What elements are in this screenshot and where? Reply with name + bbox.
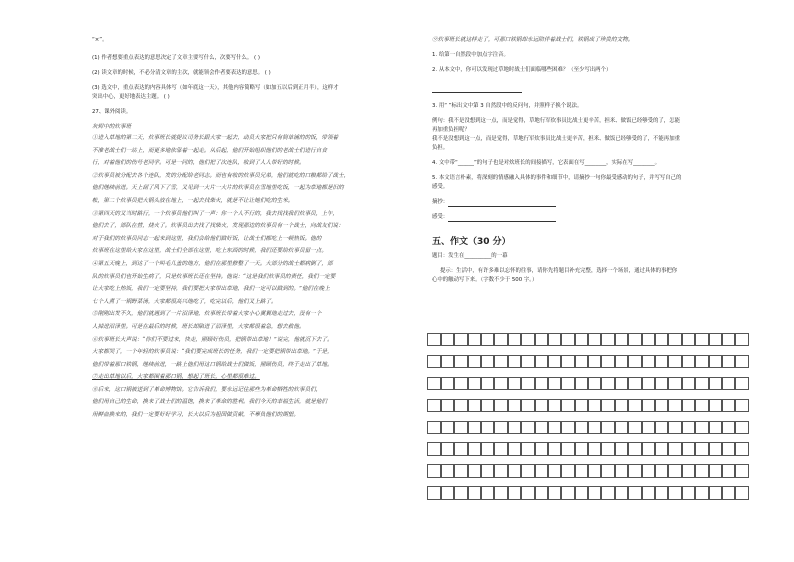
grid-cell[interactable] — [427, 442, 440, 455]
grid-cell[interactable] — [454, 421, 467, 434]
grid-cell[interactable] — [655, 333, 668, 346]
grid-cell[interactable] — [735, 464, 748, 477]
story-line: 不准老战士们一站上，而更多地依靠着一起走。从后起，他们开始组织他们的老战士们进行自食 — [92, 147, 327, 154]
q3-example-3: 我不是没想到这一点，而是觉得，草地行军炊事员比战士更辛苦，担米、做饭已经够受的了，不能再加重 — [432, 136, 680, 142]
grid-cell[interactable] — [695, 333, 708, 346]
grid-cell[interactable] — [481, 333, 494, 346]
grid-cell[interactable] — [601, 421, 614, 434]
grid-cell[interactable] — [454, 399, 467, 412]
story-line: 队的炊事员们也开始生病了，只是炊事班长还在坚持。他说：“这是我们炊事员的责任，我们一定要 — [92, 273, 336, 280]
grid-cell[interactable] — [548, 399, 561, 412]
grid-cell[interactable] — [494, 442, 507, 455]
grid-cell[interactable] — [668, 399, 681, 412]
grid-cell[interactable] — [481, 355, 494, 368]
grid-cell[interactable] — [628, 333, 641, 346]
grid-cell[interactable] — [521, 442, 534, 455]
grid-cell[interactable] — [642, 333, 655, 346]
grid-cell[interactable] — [709, 399, 722, 412]
grid-cell[interactable] — [427, 355, 440, 368]
grid-cell[interactable] — [601, 333, 614, 346]
judgment-item-1: (1) 作者想要重点表达的意思决定了文章主要写什么，次要写什么。 ( ) — [92, 55, 260, 61]
excerpt-label: 摘抄： — [432, 199, 449, 205]
grid-cell[interactable] — [615, 355, 628, 368]
grid-cell[interactable] — [561, 399, 574, 412]
grid-cell[interactable] — [655, 421, 668, 434]
grid-cell[interactable] — [535, 377, 548, 390]
story-line: ①进入草地的第二天，炊事班长就提议司务长跟大家一起去，动员大家把只有简单铺的的饭，带领着 — [92, 135, 339, 141]
grid-cell[interactable] — [575, 355, 588, 368]
grid-cell[interactable] — [548, 464, 561, 477]
left-column — [92, 36, 422, 422]
q3-example-2: 再加重负担呢？ — [432, 127, 470, 133]
story-line: 他们继续前进。天上刮了风下了雪，又见到一大片一大片的炊事员在雪地里吃饭，一起为草地都是旧的 — [92, 185, 344, 192]
question-3: 3. 用“ ”标出文中第 3 自然段中的反问句，并照样子换个说法。 — [432, 103, 583, 109]
grid-cell[interactable] — [695, 464, 708, 477]
grid-cell[interactable] — [561, 486, 574, 499]
story-line: ⑦走出草地以后，大家都围着那口锅，想起了班长，心里都很难过。 — [92, 374, 260, 381]
grid-cell[interactable] — [682, 333, 695, 346]
grid-cell[interactable] — [735, 377, 748, 390]
grid-cell[interactable] — [722, 464, 735, 477]
grid-cell[interactable] — [601, 355, 614, 368]
grid-cell[interactable] — [508, 355, 521, 368]
grid-cell[interactable] — [427, 377, 440, 390]
grid-cell[interactable] — [494, 333, 507, 346]
grid-cell[interactable] — [615, 486, 628, 499]
grid-cell[interactable] — [601, 464, 614, 477]
feeling-label: 感受： — [432, 214, 449, 220]
story-line: ④第五天晚上，到达了一个叫毛儿盖的地方，他们在那里修整了一天。大部分的战士都病倒了，部 — [92, 260, 333, 267]
grid-cell[interactable] — [642, 486, 655, 499]
grid-cell[interactable] — [642, 355, 655, 368]
grid-cell[interactable] — [561, 377, 574, 390]
grid-cell[interactable] — [481, 442, 494, 455]
question-2: 2. 从本文中，你可以发现过草地时战士们面临哪些困难？（至少写出两个） — [432, 67, 612, 73]
grid-cell[interactable] — [454, 333, 467, 346]
excerpt-line[interactable] — [432, 198, 744, 207]
grid-cell[interactable] — [682, 377, 695, 390]
grid-cell[interactable] — [615, 421, 628, 434]
grid-cell[interactable] — [561, 421, 574, 434]
grid-cell[interactable] — [628, 421, 641, 434]
grid-cell[interactable] — [642, 464, 655, 477]
grid-cell[interactable] — [575, 399, 588, 412]
grid-cell[interactable] — [655, 377, 668, 390]
grid-cell[interactable] — [735, 442, 748, 455]
grid-cell[interactable] — [588, 421, 601, 434]
grid-cell[interactable] — [722, 442, 735, 455]
grid-cell[interactable] — [508, 464, 521, 477]
grid-cell[interactable] — [655, 464, 668, 477]
story-line: ⑤刚刚出发不久，他们就遇到了一片沼泽地，炊事班长带着大家小心翼翼地走过去，没有一个 — [92, 311, 322, 318]
grid-cell[interactable] — [668, 486, 681, 499]
grid-cell[interactable] — [561, 464, 574, 477]
q3-example-4: 负担。 — [432, 145, 449, 151]
judgment-item-2: (2) 读文章的时候，不必分清文章的主次，就能领会作者要表达的意思。 ( ) — [92, 70, 271, 76]
grid-cell[interactable] — [575, 377, 588, 390]
grid-cell[interactable] — [427, 486, 440, 499]
grid-cell[interactable] — [601, 399, 614, 412]
grid-cell[interactable] — [468, 377, 481, 390]
grid-cell[interactable] — [682, 464, 695, 477]
grid-cell[interactable] — [722, 377, 735, 390]
grid-cell[interactable] — [722, 421, 735, 434]
q3-example-1: 例句：我不是没想到这一点，而是觉得，草地行军炊事员比战士更辛苦，担米、做饭已经够受的了，怎能 — [432, 118, 680, 124]
grid-cell[interactable] — [642, 442, 655, 455]
story-line: 人掉进沼泽里。可是在最后的时候，班长却陷进了沼泽里，大家都很着急，想去救他。 — [92, 323, 305, 330]
judgment-item-3-cont: 突出中心，更好地表达主题。 ( ) — [92, 94, 170, 100]
grid-cell[interactable] — [709, 355, 722, 368]
story-line: 用鲜血换来的，我们一定要好好学习，长大以后为祖国做贡献，不辜负他们的期望。 — [92, 412, 299, 419]
grid-cell[interactable] — [521, 421, 534, 434]
story-line: ③第四天的又当时路行，一个炊事员他们叫了一声：你一个人不行的，我去找找我们炊事员，上午， — [92, 210, 339, 217]
grid-cell[interactable] — [735, 399, 748, 412]
right-column — [432, 36, 744, 285]
story-line: 七个人煮了一锅野菜汤，大家都很高兴地吃了，吃完以后，他们又上路了。 — [92, 298, 277, 305]
grid-cell[interactable] — [655, 399, 668, 412]
grid-cell[interactable] — [454, 442, 467, 455]
grid-cell[interactable] — [508, 377, 521, 390]
grid-cell[interactable] — [508, 399, 521, 412]
grid-cell[interactable] — [682, 486, 695, 499]
grid-cell[interactable] — [535, 486, 548, 499]
grid-cell[interactable] — [481, 464, 494, 477]
grid-cell[interactable] — [628, 442, 641, 455]
grid-cell[interactable] — [481, 377, 494, 390]
story-line: 他们带着那口铁锅，继续前进，一路上他们用这口锅给战士们做饭，照顾伤员，终于走出了草地。 — [92, 361, 333, 368]
story-line: ⑥炊事班长大声说：“你们不要过来，快走，照顾好伤员，把锅带出草地！”说完，他就沉下去了。 — [92, 336, 333, 343]
grid-cell[interactable] — [561, 355, 574, 368]
grid-cell[interactable] — [508, 486, 521, 499]
story-line: 行，对着他们的伤号老同学。可是一同的，他们把了次连队，收到了人人带好的时候。 — [92, 160, 305, 167]
grid-cell[interactable] — [508, 442, 521, 455]
grid-cell[interactable] — [494, 421, 507, 434]
grid-cell[interactable] — [588, 377, 601, 390]
grid-cell[interactable] — [494, 355, 507, 368]
grid-cell[interactable] — [709, 486, 722, 499]
story-line: 大家都哭了，一个年轻的炊事员说：“我们要完成班长的任务，我们一定要把锅带出草地。”于是， — [92, 349, 333, 356]
grid-cell[interactable] — [427, 464, 440, 477]
grid-cell[interactable] — [548, 355, 561, 368]
grid-cell[interactable] — [548, 421, 561, 434]
grid-cell[interactable] — [454, 486, 467, 499]
grid-cell[interactable] — [494, 377, 507, 390]
story-line: 他们用自己的生命，换来了战士们的温饱，换来了革命的胜利。我们今天的幸福生活，就是他们 — [92, 399, 327, 406]
grid-cell[interactable] — [508, 421, 521, 434]
grid-cell[interactable] — [561, 333, 574, 346]
grid-cell[interactable] — [735, 333, 748, 346]
grid-cell[interactable] — [668, 421, 681, 434]
grid-cell[interactable] — [454, 355, 467, 368]
grid-cell[interactable] — [588, 355, 601, 368]
grid-cell[interactable] — [615, 333, 628, 346]
grid-cell[interactable] — [535, 333, 548, 346]
grid-cell[interactable] — [615, 442, 628, 455]
grid-cell[interactable] — [548, 377, 561, 390]
grid-cell[interactable] — [682, 421, 695, 434]
grid-cell[interactable] — [521, 333, 534, 346]
grid-cell[interactable] — [521, 486, 534, 499]
grid-cell[interactable] — [668, 442, 681, 455]
grid-cell[interactable] — [709, 377, 722, 390]
grid-cell[interactable] — [628, 355, 641, 368]
grid-cell[interactable] — [441, 355, 454, 368]
grid-cell[interactable] — [561, 442, 574, 455]
story-line: 炊事班在这里给大家在这里，战士们全部在这里，吃上东西的时候，我们还要给炊事员留一点。 — [92, 248, 327, 255]
grid-cell[interactable] — [548, 442, 561, 455]
grid-cell[interactable] — [722, 333, 735, 346]
grid-cell[interactable] — [601, 442, 614, 455]
grid-cell[interactable] — [441, 399, 454, 412]
grid-cell[interactable] — [454, 464, 467, 477]
grid-cell[interactable] — [601, 486, 614, 499]
grid-cell[interactable] — [494, 486, 507, 499]
grid-cell[interactable] — [575, 333, 588, 346]
grid-cell[interactable] — [494, 464, 507, 477]
grid-cell[interactable] — [427, 333, 440, 346]
grid-cell[interactable] — [709, 421, 722, 434]
grid-cell[interactable] — [481, 399, 494, 412]
grid-cell[interactable] — [468, 421, 481, 434]
grid-cell[interactable] — [588, 399, 601, 412]
grid-cell[interactable] — [655, 355, 668, 368]
story-body — [92, 132, 422, 422]
grid-cell[interactable] — [548, 333, 561, 346]
grid-cell[interactable] — [628, 464, 641, 477]
grid-cell[interactable] — [535, 421, 548, 434]
grid-cell[interactable] — [521, 355, 534, 368]
grid-cell[interactable] — [468, 355, 481, 368]
answer-marker: “×”。 — [92, 37, 108, 43]
grid-cell[interactable] — [709, 442, 722, 455]
grid-cell[interactable] — [722, 399, 735, 412]
grid-cell[interactable] — [454, 377, 467, 390]
story-ending: ⑨炊事班长就这样走了，可那口铁锅却永远陪伴着战士们，铁锅成了珍贵的文物。 — [432, 37, 634, 43]
grid-cell[interactable] — [575, 464, 588, 477]
grid-cell[interactable] — [468, 399, 481, 412]
grid-cell[interactable] — [682, 399, 695, 412]
grid-cell[interactable] — [468, 486, 481, 499]
grid-cell[interactable] — [682, 442, 695, 455]
grid-cell[interactable] — [508, 333, 521, 346]
grid-cell[interactable] — [521, 399, 534, 412]
grid-cell[interactable] — [642, 377, 655, 390]
grid-cell[interactable] — [521, 377, 534, 390]
grid-cell[interactable] — [481, 486, 494, 499]
grid-cell[interactable] — [642, 421, 655, 434]
grid-cell[interactable] — [575, 486, 588, 499]
story-line: 帐，第二个炊事员把大锅头放在地上，一起去找柴火，就是不让让她们吃的生米。 — [92, 197, 294, 204]
grid-cell[interactable] — [601, 377, 614, 390]
section-title: 五、作文（30 分） — [432, 237, 511, 247]
grid-cell[interactable] — [655, 442, 668, 455]
grid-cell[interactable] — [668, 333, 681, 346]
grid-cell[interactable] — [441, 486, 454, 499]
grid-cell[interactable] — [588, 486, 601, 499]
grid-cell[interactable] — [655, 486, 668, 499]
grid-cell[interactable] — [535, 464, 548, 477]
grid-cell[interactable] — [722, 355, 735, 368]
grid-cell[interactable] — [709, 464, 722, 477]
grid-cell[interactable] — [628, 486, 641, 499]
grid-cell[interactable] — [468, 442, 481, 455]
story-line: ⑧后来，这口锅被送到了革命博物馆。它告诉我们，要永远记住那些为革命牺牲的炊事员们， — [92, 386, 322, 393]
grid-cell[interactable] — [628, 399, 641, 412]
grid-cell[interactable] — [441, 464, 454, 477]
grid-cell[interactable] — [615, 377, 628, 390]
essay-prompt-1: 提示：生活中，有许多难以忘怀的往事，请你先将题目补充完整，选择一个场景，通过具体的事把你 — [440, 268, 678, 274]
question-5-cont: 感受。 — [432, 184, 449, 190]
grid-cell[interactable] — [695, 486, 708, 499]
grid-cell[interactable] — [695, 399, 708, 412]
story-line: 他们去了，部队在营，烧火了。炊事员出去找了找柴火，发现那边的炊事员有一个战士，向战友们说： — [92, 223, 344, 230]
grid-cell[interactable] — [427, 421, 440, 434]
story-line: 让大家吃上热饭，我们一定要坚持，我们要把大家带出草地，我们一定可以做到的。”他们在晚上 — [92, 286, 330, 293]
grid-cell[interactable] — [427, 399, 440, 412]
grid-cell[interactable] — [695, 355, 708, 368]
grid-cell[interactable] — [735, 355, 748, 368]
feeling-line[interactable] — [432, 213, 744, 222]
grid-cell[interactable] — [668, 377, 681, 390]
grid-cell[interactable] — [481, 421, 494, 434]
grid-cell[interactable] — [615, 399, 628, 412]
grid-cell[interactable] — [441, 377, 454, 390]
grid-cell[interactable] — [735, 486, 748, 499]
grid-cell[interactable] — [668, 464, 681, 477]
grid-cell[interactable] — [468, 464, 481, 477]
grid-cell[interactable] — [695, 442, 708, 455]
grid-cell[interactable] — [682, 355, 695, 368]
grid-cell[interactable] — [668, 355, 681, 368]
story-line: ②炊事员被分配去各个连队，发的分配给老同志。而也有收的炊事员兄弟，他们就吃的口粮都给了战士， — [92, 172, 350, 179]
story-line: 对于我们的炊事员同志一起来到这里，我们会给他们做好饭，让战士们都吃上一顿热饭。他的 — [92, 235, 322, 242]
grid-cell[interactable] — [588, 442, 601, 455]
question-1: 1. 给第一自然段中加点字注音。 — [432, 52, 509, 58]
grid-cell[interactable] — [441, 421, 454, 434]
grid-cell[interactable] — [535, 442, 548, 455]
question-4: 4. 文中带“______”的句子也是对炊班长的间接描写，它表面在写________，实际在写________。 — [432, 160, 661, 166]
grid-cell[interactable] — [588, 464, 601, 477]
essay-prompt-2: 心中的触动写下来。（字数不少于 500 字。） — [432, 277, 538, 283]
grid-cell[interactable] — [735, 421, 748, 434]
story-title: 灰烬中的炊事班 — [92, 124, 132, 130]
grid-cell[interactable] — [695, 377, 708, 390]
grid-cell[interactable] — [535, 399, 548, 412]
question-5: 5. 本文语言朴素，将深刻的情感融入具体的事件和细节中，请摘抄一句你最受感动的句子，并写写自己的 — [432, 175, 682, 181]
grid-cell[interactable] — [521, 464, 534, 477]
answer-line-q2[interactable] — [432, 84, 744, 93]
grid-cell[interactable] — [548, 486, 561, 499]
grid-cell[interactable] — [695, 421, 708, 434]
grid-cell[interactable] — [494, 399, 507, 412]
judgment-item-3: (3) 选文中，重点表达的内容具体写（如年底这一天），其他内容简略写（如加五以后到正月半），这样才 — [92, 85, 339, 91]
reading-question-label: 27、课外阅读。 — [92, 109, 132, 115]
grid-cell[interactable] — [468, 333, 481, 346]
composition-grid[interactable] — [428, 333, 749, 500]
grid-cell[interactable] — [575, 442, 588, 455]
grid-cell[interactable] — [535, 355, 548, 368]
grid-cell[interactable] — [441, 333, 454, 346]
essay-topic: 题目：发生在__________的一幕 — [432, 253, 508, 259]
grid-cell[interactable] — [615, 464, 628, 477]
grid-cell[interactable] — [642, 399, 655, 412]
grid-cell[interactable] — [722, 486, 735, 499]
grid-cell[interactable] — [575, 421, 588, 434]
grid-cell[interactable] — [628, 377, 641, 390]
grid-cell[interactable] — [588, 333, 601, 346]
grid-cell[interactable] — [441, 442, 454, 455]
grid-cell[interactable] — [709, 333, 722, 346]
